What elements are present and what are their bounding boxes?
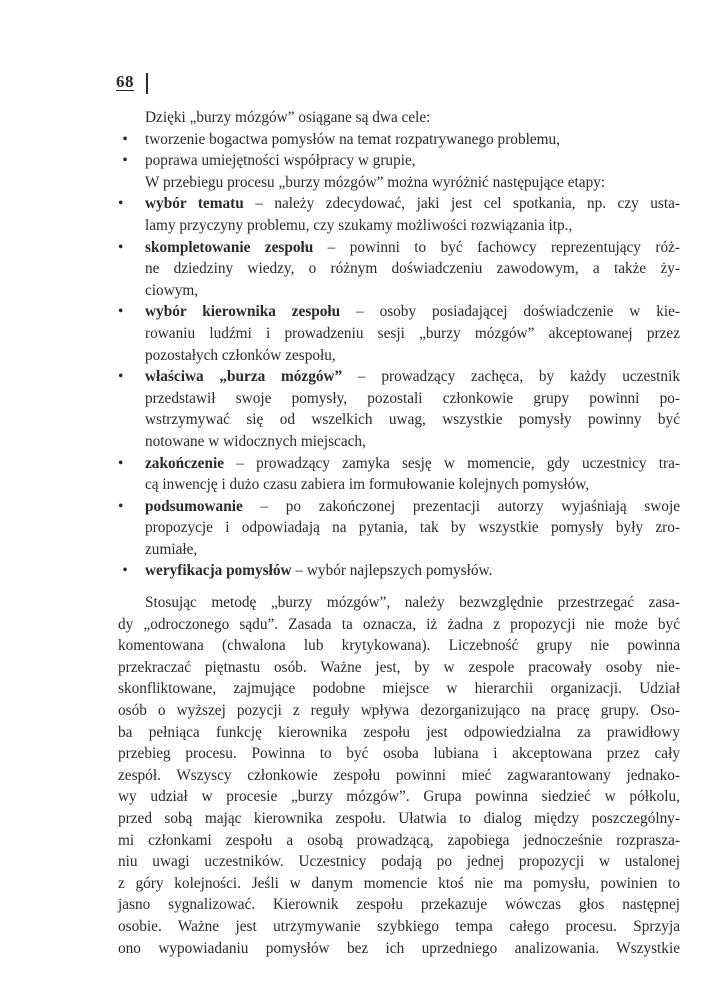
paragraph-line: zespół. Wszyscy członkowie zespołu powinni mieć zagwarantowany jednako-	[118, 766, 680, 784]
stage-text: rowaniu ludźmi i prowadzeniu sesji „burzy mózgów” akceptowanej przez	[145, 324, 680, 342]
paragraph-line: Stosując metodę „burzy mózgów”, należy bezwzględnie przestrzegać zasa-	[145, 594, 680, 612]
paragraph-line: dy „odroczonego sądu”. Zasada ta oznacza, iż żadna z propozycji nie może być	[118, 615, 680, 633]
stage-text: przedstawił swoje pomysły, pozostali członkowie grupy powinni po-	[145, 389, 680, 407]
paragraph-gap	[118, 582, 680, 592]
intro-line: Dzięki „burzy mózgów” osiągane są dwa cele:	[145, 109, 431, 126]
bullet-icon: •	[118, 238, 124, 256]
stage-term: wybór kierownika zespołu	[145, 303, 341, 321]
stage-term: zakończenie	[145, 454, 225, 472]
stage-term: skompletowanie zespołu	[145, 238, 314, 256]
paragraph-line: jasno sygnalizować. Kierownik zespołu przekazuje wówczas głos następnej	[118, 896, 680, 914]
stage-item: • weryfikacja pomysłów – wybór najlepszych pomysłów.	[118, 560, 680, 582]
stage-text: zumiałe,	[145, 540, 198, 558]
stage-term: weryfikacja pomysłów	[145, 562, 292, 580]
paragraph-line: ono wypowiadaniu pomysłów bez ich uprzedniego analizowania. Wszystkie	[118, 939, 680, 957]
stage-term: podsumowanie	[145, 497, 243, 515]
bullet-icon: •	[122, 152, 128, 170]
stage-text: lamy przyczyny problemu, czy szukamy możliwości rozwiązania itp.,	[145, 216, 573, 234]
paragraph-line: z góry kolejności. Jeśli w danym momencie ktoś nie ma pomysłu, powinien to	[118, 874, 680, 892]
bullet-icon: •	[118, 368, 124, 386]
bullet-icon: •	[118, 195, 124, 213]
stage-text: notowane w widocznych miejscach,	[145, 432, 366, 450]
bullet-icon: •	[122, 562, 128, 580]
paragraph-line: osób o wyższej pozycji z reguły wpływa dezorganizująco na pracę grupy. Oso-	[118, 702, 680, 720]
paragraph-line: przed sobą mając kierownika zespołu. Ułatwia to dialog między poszczególny-	[118, 810, 680, 827]
stage-item: • skompletowanie zespołu – powinni to być fachowcy reprezentujący róż-	[118, 237, 680, 259]
stage-item: • wybór kierownika zespołu – osoby posiadającej doświadczenie w kie-	[118, 301, 680, 323]
page-number: 68	[116, 72, 134, 91]
goal-item: • poprawa umiejętności współpracy w grupie,	[118, 150, 680, 172]
bullet-icon: •	[118, 454, 124, 472]
stage-text: ne dziedziny wiedzy, o różnym doświadczeniu zawodowym, a także ży-	[145, 260, 680, 278]
paragraph-line: osobie. Ważne jest utrzymywanie szybkiego tempa całego procesu. Sprzyja	[118, 917, 680, 935]
bullet-icon: •	[118, 303, 124, 321]
bullet-icon: •	[118, 497, 124, 515]
page-number-rule	[146, 73, 148, 94]
paragraph-line: komentowana (chwalona lub krytykowana). Liczebność grupy nie powinna	[118, 637, 680, 655]
paragraph-line: niu uwagi uczestników. Uczestnicy podają po jednej propozycji w ustalonej	[118, 853, 680, 871]
paragraph-line: przekraczać piętnastu osób. Ważne jest, by w zespole pracowały osoby nie-	[118, 658, 680, 676]
stage-term: wybór tematu	[145, 195, 244, 213]
goal-item: • tworzenie bogactwa pomysłów na temat rozpatrywanego problemu,	[118, 129, 680, 151]
stage-item: • właściwa „burza mózgów” – prowadzący zachęca, by każdy uczestnik	[118, 366, 680, 388]
stage-text: propozycje i odpowiadają na pytania, tak by wszystkie pomysły były zro-	[145, 519, 680, 537]
stage-item: • podsumowanie – po zakończonej prezentacji autorzy wyjaśniają swoje	[118, 496, 680, 518]
stage-item: • zakończenie – prowadzący zamyka sesję w momencie, gdy uczestnicy tra-	[118, 453, 680, 475]
stage-text: cą inwencję i dużo czasu zabiera im formułowanie kolejnych pomysłów,	[145, 476, 590, 494]
paragraph-line: mi członkami zespołu a osobą prowadzącą, zapobiega jednocześnie rozprasza-	[118, 831, 680, 849]
stage-text: pozostałych członków zespołu,	[145, 346, 336, 364]
stages-intro: W przebiegu procesu „burzy mózgów” można wyróżnić następujące etapy:	[145, 173, 606, 191]
bullet-icon: •	[122, 130, 128, 148]
stage-text: ciowym,	[145, 281, 199, 299]
stage-item: • wybór tematu – należy zdecydować, jaki jest cel spotkania, np. czy usta-	[118, 193, 680, 215]
paragraph-line: przebieg procesu. Powinna to być osoba lubiana i akceptowana przez cały	[118, 745, 680, 763]
paragraph-line: ba pełniąca funkcję kierownika zespołu jest odpowiedzialna za prawidłowy	[118, 723, 680, 741]
paragraph-line: wy udział w procesie „burzy mózgów”. Grupa powinna siedzieć w półkolu,	[118, 788, 680, 806]
page-text	[118, 107, 680, 959]
paragraph-line: skonfliktowane, zajmujące podobne miejsce w hierarchii organizacji. Udział	[118, 680, 680, 698]
stage-term: właściwa „burza mózgów”	[145, 368, 343, 386]
stage-text: wstrzymywać się od wszelkich uwag, wszystkie pomysły powinny być	[145, 411, 680, 429]
